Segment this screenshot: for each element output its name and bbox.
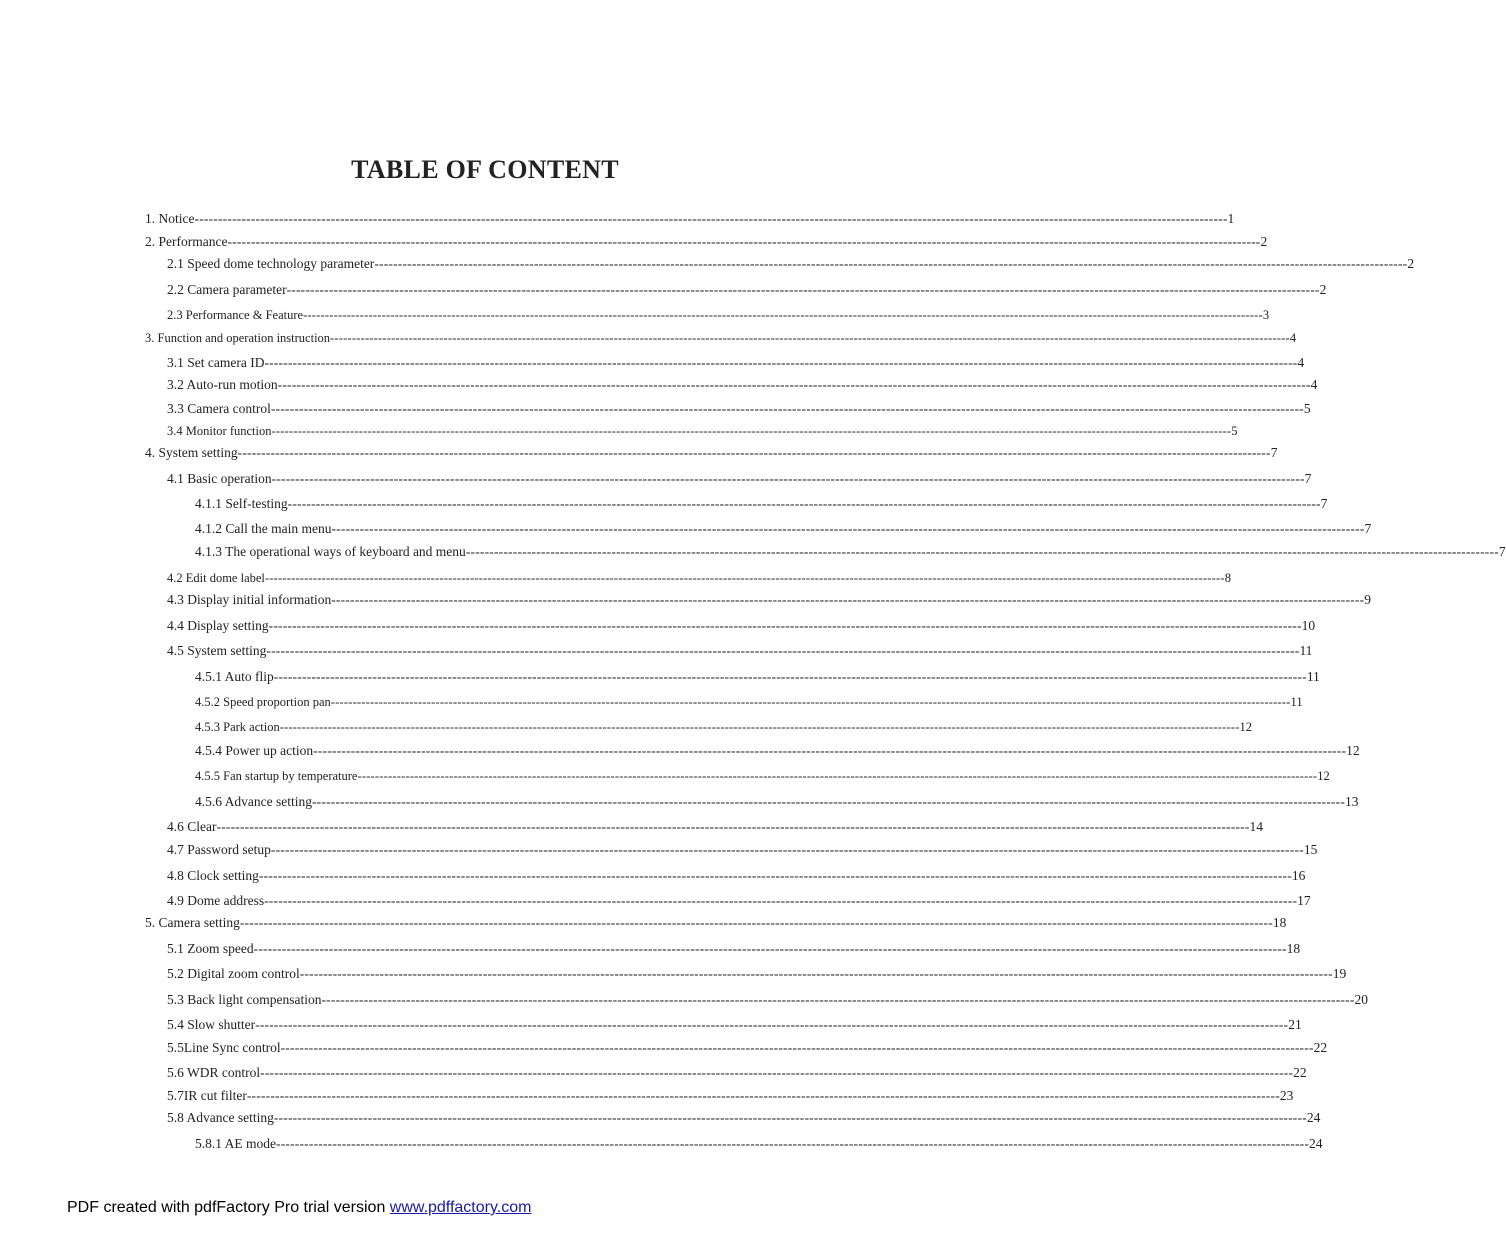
toc-entry-page-number: 12 bbox=[1239, 720, 1252, 734]
toc-entry-label: 3. Function and operation instruction bbox=[145, 331, 331, 345]
toc-entry[interactable] bbox=[195, 520, 1372, 538]
toc-entry-page-number: 24 bbox=[1306, 1110, 1321, 1125]
toc-entry-label: 5.1 Zoom speed bbox=[167, 941, 254, 956]
toc-entry-page-number: 9 bbox=[1364, 592, 1372, 607]
toc-entry[interactable] bbox=[167, 1039, 1328, 1057]
toc-entry[interactable] bbox=[195, 668, 1320, 686]
toc-entry-page-number: 22 bbox=[1293, 1065, 1307, 1080]
toc-entry-label: 1. Notice bbox=[145, 211, 195, 226]
toc-entry-label: 5.3 Back light compensation bbox=[167, 992, 322, 1007]
toc-entry[interactable] bbox=[167, 569, 1231, 587]
toc-entry[interactable] bbox=[145, 233, 1268, 251]
toc-entry-page-number: 4 bbox=[1297, 355, 1305, 370]
toc-entry-page-number: 18 bbox=[1272, 915, 1287, 930]
toc-entry-label: 4.5.5 Fan startup by temperature bbox=[195, 769, 358, 783]
toc-entry-label: 5.4 Slow shutter bbox=[167, 1017, 256, 1032]
toc-dot-leader: ---------------------------------------------------------------------------------------------------------------------------------------------------------------------------------------------------------------------------- bbox=[299, 966, 1333, 981]
toc-entry[interactable] bbox=[167, 1087, 1294, 1105]
document-title: TABLE OF CONTENT bbox=[351, 155, 619, 184]
toc-entry-label: 4.1.1 Self-testing bbox=[195, 496, 288, 511]
toc-entry-page-number: 24 bbox=[1309, 1136, 1323, 1151]
toc-entry[interactable] bbox=[167, 470, 1312, 488]
toc-dot-leader: ---------------------------------------------------------------------------------------------------------------------------------------------------------------------------------------------------------------------------- bbox=[260, 1065, 1294, 1080]
toc-dot-leader: ---------------------------------------------------------------------------------------------------------------------------------------------------------------------------------------------------------------------------- bbox=[194, 211, 1228, 226]
toc-entry-label: 4.5 System setting bbox=[167, 643, 267, 658]
toc-dot-leader: ---------------------------------------------------------------------------------------------------------------------------------------------------------------------------------------------------------------------------- bbox=[286, 282, 1320, 297]
toc-entry-label: 3.2 Auto-run motion bbox=[167, 377, 278, 392]
toc-entry[interactable] bbox=[145, 914, 1287, 932]
toc-dot-leader: ---------------------------------------------------------------------------------------------------------------------------------------------------------------------------------------------------------------------------- bbox=[264, 355, 1298, 370]
toc-entry-page-number: 21 bbox=[1288, 1017, 1302, 1032]
toc-entry-label: 4. System setting bbox=[145, 445, 238, 460]
toc-entry[interactable] bbox=[167, 306, 1270, 324]
toc-entry[interactable] bbox=[167, 892, 1311, 910]
toc-entry-label: 4.8 Clock setting bbox=[167, 868, 259, 883]
toc-entry-label: 4.7 Password setup bbox=[167, 842, 271, 857]
toc-entry-page-number: 8 bbox=[1224, 571, 1231, 585]
toc-entry-label: 4.9 Dome address bbox=[167, 893, 265, 908]
toc-entry-page-number: 7 bbox=[1498, 544, 1506, 559]
toc-dot-leader: ---------------------------------------------------------------------------------------------------------------------------------------------------------------------------------------------------------------------------- bbox=[270, 842, 1304, 857]
toc-entry-page-number: 7 bbox=[1304, 471, 1312, 486]
toc-entry[interactable] bbox=[145, 210, 1235, 228]
toc-dot-leader: ---------------------------------------------------------------------------------------------------------------------------------------------------------------------------------------------------------------------------- bbox=[216, 819, 1250, 834]
toc-entry-page-number: 10 bbox=[1301, 618, 1316, 633]
toc-dot-leader: ---------------------------------------------------------------------------------------------------------------------------------------------------------------------------------------------------------------------------- bbox=[330, 331, 1290, 345]
toc-dot-leader: ---------------------------------------------------------------------------------------------------------------------------------------------------------------------------------------------------------------------------- bbox=[331, 592, 1365, 607]
toc-entry[interactable] bbox=[145, 444, 1278, 462]
toc-entry[interactable] bbox=[167, 354, 1305, 372]
toc-entry[interactable] bbox=[167, 1109, 1321, 1127]
toc-dot-leader: ---------------------------------------------------------------------------------------------------------------------------------------------------------------------------------------------------------------------------- bbox=[465, 544, 1499, 559]
toc-entry-page-number: 20 bbox=[1354, 992, 1369, 1007]
toc-dot-leader: ---------------------------------------------------------------------------------------------------------------------------------------------------------------------------------------------------------------------------- bbox=[246, 1088, 1280, 1103]
toc-entry-label: 5. Camera setting bbox=[145, 915, 240, 930]
toc-entry-label: 4.1 Basic operation bbox=[167, 471, 272, 486]
toc-entry[interactable] bbox=[195, 767, 1330, 785]
toc-entry-label: 4.3 Display initial information bbox=[167, 592, 332, 607]
toc-entry-page-number: 5 bbox=[1303, 401, 1311, 416]
toc-dot-leader: ---------------------------------------------------------------------------------------------------------------------------------------------------------------------------------------------------------------------------- bbox=[255, 1017, 1289, 1032]
toc-entry-label: 4.6 Clear bbox=[167, 819, 217, 834]
toc-entry-page-number: 11 bbox=[1306, 669, 1320, 684]
toc-entry-label: 2.2 Camera parameter bbox=[167, 282, 287, 297]
toc-entry[interactable] bbox=[195, 742, 1360, 760]
toc-dot-leader: ---------------------------------------------------------------------------------------------------------------------------------------------------------------------------------------------------------------------------- bbox=[277, 377, 1311, 392]
toc-entry-label: 4.5.1 Auto flip bbox=[195, 669, 274, 684]
toc-dot-leader: ---------------------------------------------------------------------------------------------------------------------------------------------------------------------------------------------------------------------------- bbox=[266, 643, 1300, 658]
toc-entry[interactable] bbox=[195, 1135, 1323, 1153]
toc-entry-page-number: 14 bbox=[1249, 819, 1264, 834]
toc-entry[interactable] bbox=[167, 617, 1316, 635]
toc-entry[interactable] bbox=[167, 1064, 1307, 1082]
toc-dot-leader: ---------------------------------------------------------------------------------------------------------------------------------------------------------------------------------------------------------------------------- bbox=[268, 618, 1302, 633]
toc-entry-page-number: 23 bbox=[1279, 1088, 1294, 1103]
toc-dot-leader: ---------------------------------------------------------------------------------------------------------------------------------------------------------------------------------------------------------------------------- bbox=[227, 234, 1261, 249]
toc-dot-leader: ---------------------------------------------------------------------------------------------------------------------------------------------------------------------------------------------------------------------------- bbox=[331, 521, 1365, 536]
toc-dot-leader: ---------------------------------------------------------------------------------------------------------------------------------------------------------------------------------------------------------------------------- bbox=[321, 992, 1355, 1007]
toc-entry-page-number: 5 bbox=[1231, 424, 1238, 438]
toc-dot-leader: ---------------------------------------------------------------------------------------------------------------------------------------------------------------------------------------------------------------------------- bbox=[271, 424, 1232, 438]
toc-entry-label: 5.8 Advance setting bbox=[167, 1110, 274, 1125]
footer-link[interactable]: www.pdffactory.com bbox=[389, 1199, 532, 1216]
toc-entry-label: 4.1.2 Call the main menu bbox=[195, 521, 332, 536]
toc-entry-label: 2. Performance bbox=[145, 234, 228, 249]
toc-dot-leader: ---------------------------------------------------------------------------------------------------------------------------------------------------------------------------------------------------------------------------- bbox=[253, 941, 1287, 956]
toc-entry[interactable] bbox=[167, 965, 1347, 983]
toc-entry-label: 2.1 Speed dome technology parameter bbox=[167, 256, 375, 271]
toc-entry-label: 3.3 Camera control bbox=[167, 401, 271, 416]
toc-dot-leader: ---------------------------------------------------------------------------------------------------------------------------------------------------------------------------------------------------------------------------- bbox=[270, 401, 1304, 416]
toc-entry[interactable] bbox=[167, 642, 1313, 660]
toc-dot-leader: ---------------------------------------------------------------------------------------------------------------------------------------------------------------------------------------------------------------------------- bbox=[313, 743, 1347, 758]
toc-entry-page-number: 2 bbox=[1407, 256, 1415, 271]
toc-entry-label: 4.4 Display setting bbox=[167, 618, 269, 633]
toc-entry[interactable] bbox=[167, 591, 1372, 609]
toc-entry-label: 4.5.3 Park action bbox=[195, 720, 280, 734]
toc-entry[interactable] bbox=[167, 400, 1311, 418]
toc-entry[interactable] bbox=[167, 1016, 1302, 1034]
toc-entry-page-number: 7 bbox=[1364, 521, 1372, 536]
toc-entry[interactable] bbox=[167, 867, 1306, 885]
toc-entry[interactable] bbox=[195, 543, 1506, 561]
toc-entry-label: 5.6 WDR control bbox=[167, 1065, 261, 1080]
toc-entry-label: 3.1 Set camera ID bbox=[167, 355, 265, 370]
toc-dot-leader: ---------------------------------------------------------------------------------------------------------------------------------------------------------------------------------------------------------------------------- bbox=[311, 794, 1346, 809]
toc-entry[interactable] bbox=[195, 793, 1359, 811]
toc-dot-leader: ---------------------------------------------------------------------------------------------------------------------------------------------------------------------------------------------------------------------------- bbox=[330, 695, 1291, 709]
toc-dot-leader: ---------------------------------------------------------------------------------------------------------------------------------------------------------------------------------------------------------------------------- bbox=[280, 1040, 1314, 1055]
toc-entry[interactable] bbox=[145, 329, 1297, 347]
toc-entry-page-number: 7 bbox=[1320, 496, 1328, 511]
toc-dot-leader: ---------------------------------------------------------------------------------------------------------------------------------------------------------------------------------------------------------------------------- bbox=[303, 308, 1263, 322]
toc-dot-leader: ---------------------------------------------------------------------------------------------------------------------------------------------------------------------------------------------------------------------------- bbox=[287, 496, 1321, 511]
toc-entry-page-number: 18 bbox=[1286, 941, 1301, 956]
toc-dot-leader: ---------------------------------------------------------------------------------------------------------------------------------------------------------------------------------------------------------------------------- bbox=[357, 769, 1318, 783]
toc-entry-label: 4.5.4 Power up action bbox=[195, 743, 314, 758]
toc-entry-page-number: 16 bbox=[1291, 868, 1306, 883]
toc-entry-label: 4.5.2 Speed proportion pan bbox=[195, 695, 331, 709]
toc-entry-page-number: 11 bbox=[1290, 695, 1303, 709]
toc-entry[interactable] bbox=[167, 841, 1318, 859]
toc-entry-page-number: 17 bbox=[1297, 893, 1311, 908]
toc-entry-page-number: 3 bbox=[1262, 308, 1270, 322]
toc-entry-page-number: 12 bbox=[1346, 743, 1360, 758]
toc-entry-label: 4.2 Edit dome label bbox=[167, 571, 265, 585]
toc-dot-leader: ---------------------------------------------------------------------------------------------------------------------------------------------------------------------------------------------------------------------------- bbox=[273, 1110, 1307, 1125]
toc-entry-label: 5.8.1 AE mode bbox=[195, 1136, 276, 1151]
toc-entry-label: 3.4 Monitor function bbox=[167, 424, 272, 438]
toc-entry[interactable] bbox=[195, 718, 1252, 736]
toc-entry-page-number: 2 bbox=[1319, 282, 1327, 297]
toc-entry-label: 5.5Line Sync control bbox=[167, 1040, 281, 1055]
toc-entry-label: 4.5.6 Advance setting bbox=[195, 794, 312, 809]
toc-entry-page-number: 15 bbox=[1303, 842, 1318, 857]
footer-text: PDF created with pdfFactory Pro trial version bbox=[67, 1199, 390, 1216]
toc-entry-label: 2.3 Performance & Feature bbox=[167, 308, 304, 322]
pdf-footer bbox=[67, 1199, 531, 1217]
toc-entry[interactable] bbox=[167, 255, 1415, 273]
toc-dot-leader: ---------------------------------------------------------------------------------------------------------------------------------------------------------------------------------------------------------------------------- bbox=[279, 720, 1240, 734]
toc-entry-page-number: 11 bbox=[1299, 643, 1313, 658]
toc-dot-leader: ---------------------------------------------------------------------------------------------------------------------------------------------------------------------------------------------------------------------------- bbox=[239, 915, 1273, 930]
toc-entry-page-number: 1 bbox=[1227, 211, 1235, 226]
toc-dot-leader: ---------------------------------------------------------------------------------------------------------------------------------------------------------------------------------------------------------------------------- bbox=[264, 571, 1225, 585]
toc-entry-label: 5.2 Digital zoom control bbox=[167, 966, 300, 981]
toc-entry[interactable] bbox=[167, 422, 1238, 440]
toc-entry-page-number: 4 bbox=[1289, 331, 1297, 345]
toc-entry[interactable] bbox=[167, 818, 1264, 836]
toc-entry-page-number: 4 bbox=[1310, 377, 1318, 392]
toc-entry-label: 4.1.3 The operational ways of keyboard and menu bbox=[195, 544, 466, 559]
toc-entry[interactable] bbox=[167, 376, 1318, 394]
toc-dot-leader: ---------------------------------------------------------------------------------------------------------------------------------------------------------------------------------------------------------------------------- bbox=[237, 445, 1271, 460]
toc-entry-label: 5.7IR cut filter bbox=[167, 1088, 247, 1103]
toc-entry[interactable] bbox=[195, 495, 1328, 513]
toc-entry-page-number: 19 bbox=[1332, 966, 1347, 981]
toc-dot-leader: ---------------------------------------------------------------------------------------------------------------------------------------------------------------------------------------------------------------------------- bbox=[271, 471, 1305, 486]
toc-entry-page-number: 7 bbox=[1270, 445, 1278, 460]
toc-entry[interactable] bbox=[195, 693, 1303, 711]
toc-entry-page-number: 13 bbox=[1345, 794, 1359, 809]
toc-dot-leader: ---------------------------------------------------------------------------------------------------------------------------------------------------------------------------------------------------------------------------- bbox=[374, 256, 1408, 271]
toc-entry[interactable] bbox=[167, 281, 1327, 299]
toc-entry-page-number: 12 bbox=[1317, 769, 1330, 783]
toc-entry-page-number: 22 bbox=[1313, 1040, 1328, 1055]
toc-dot-leader: ---------------------------------------------------------------------------------------------------------------------------------------------------------------------------------------------------------------------------- bbox=[273, 669, 1307, 684]
toc-dot-leader: ---------------------------------------------------------------------------------------------------------------------------------------------------------------------------------------------------------------------------- bbox=[258, 868, 1292, 883]
toc-entry-page-number: 2 bbox=[1260, 234, 1268, 249]
toc-dot-leader: ---------------------------------------------------------------------------------------------------------------------------------------------------------------------------------------------------------------------------- bbox=[276, 1136, 1310, 1151]
toc-dot-leader: ---------------------------------------------------------------------------------------------------------------------------------------------------------------------------------------------------------------------------- bbox=[264, 893, 1298, 908]
toc-entry[interactable] bbox=[167, 940, 1301, 958]
toc-entry[interactable] bbox=[167, 991, 1369, 1009]
